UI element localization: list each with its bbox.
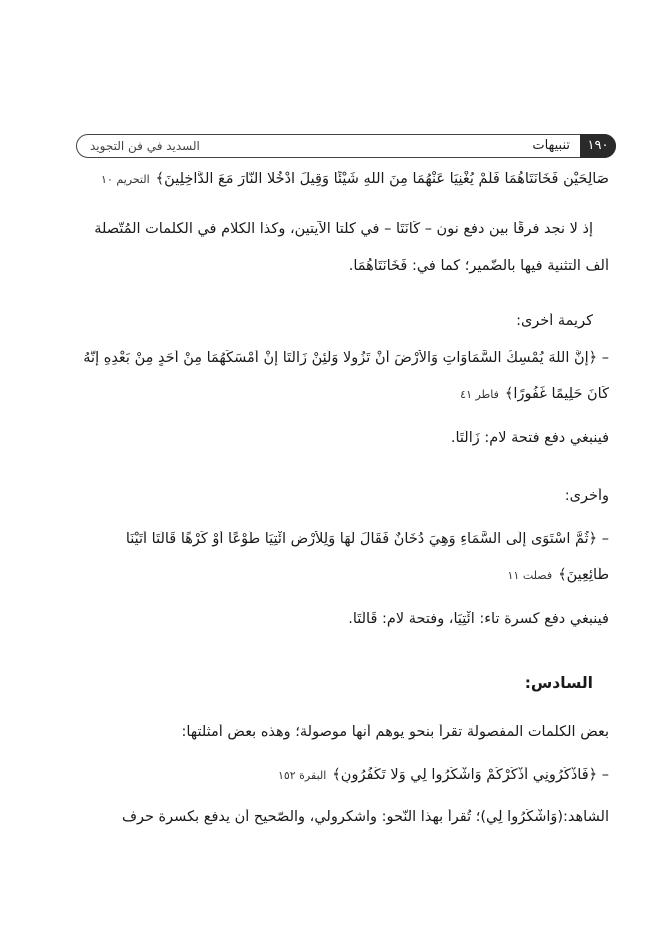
verse-text: صَالِحَيْنِ فَخَانَتَاهُمَا فَلَمْ يُغْنِيَا عَنْهُمَا مِنَ اللهِ شَيْئًا وَقِيلَ ادْخُلا النَّارَ مَعَ الدَّاخِلِينَ﴾ <box>155 171 609 187</box>
section-title: تنبيهات <box>532 138 570 153</box>
section-heading: السادس: <box>524 674 593 692</box>
page-number: ١٩٠ <box>580 134 616 158</box>
verse-line: – ﴿إِنَّ اللهَ يُمْسِكُ السَّمَاوَاتِ وَالأَرْضَ أَنْ تَزُولا وَلَئِنْ زَالَتَا إِنْ أَمْسَكَهُمَا مِنْ أَحَدٍ مِنْ بَعْدِهِ إِنَّهُ <box>83 350 609 366</box>
verse-reference: التحريم ١٠ <box>101 173 150 186</box>
verse-reference: البقرة ١٥٢ <box>277 769 327 782</box>
verse-line: – ﴿ثُمَّ اسْتَوَى إِلَى السَّمَاءِ وَهِيَ دُخَانٌ فَقَالَ لَهَا وَلِلأَرْضِ ائْتِيَا طَوْعًا أَوْ كَرْهًا قَالَتَا أَتَيْنَا <box>125 531 609 547</box>
paragraph-line: بعض الكلمات المفصولة تقرأ بنحوٍ يوهم أنها موصولة؛ وهذه بعض أمثلتها: <box>181 724 609 740</box>
verse-reference: فصلت ١١ <box>507 569 553 582</box>
subheading: وأخرى: <box>564 488 609 504</box>
verse-text: طَائِعِينَ﴾ <box>558 567 609 583</box>
paragraph-line: فينبغي دفع فتحة لام: زَالَتَا. <box>450 430 609 446</box>
book-title: السديد في فن التجويد <box>90 139 200 153</box>
verse-text: كَانَ حَلِيمًا غَفُورًا﴾ <box>504 386 609 402</box>
verse-continuation <box>57 171 609 187</box>
verse-reference: فاطر ٤١ <box>460 388 499 401</box>
running-header <box>76 134 616 158</box>
paragraph-line: فينبغي دفع كسرة تاء: ائْتِيَا، وفتحة لام: قَالَتَا. <box>348 611 609 627</box>
verse-line <box>57 567 609 583</box>
paragraph-line: إذ لا نجد فرقًا بين دفع نون – كَانَتَا – في كلتا الآيتين، وكذا الكلام في الكلمات المُتّصلة <box>94 221 593 237</box>
verse-line <box>57 386 609 402</box>
subheading: كريمة أخرى: <box>516 313 593 329</box>
paragraph-line: ألف التثنية فيها بالضّمير؛ كما في: فَخَانَتَاهُمَا. <box>348 258 609 274</box>
paragraph-line: الشاهد:(وَاشْكُرُوا لِي)؛ تُقرأ بهذا النّحو: واشكرولي، والصّحيح أن يدفع بكسرة حرف <box>121 809 609 825</box>
verse-line <box>57 767 609 783</box>
verse-text: – ﴿فَاذْكُرُونِي أَذْكُرْكُمْ وَاشْكُرُوا لِي وَلا تَكْفُرُونِ﴾ <box>332 767 609 783</box>
